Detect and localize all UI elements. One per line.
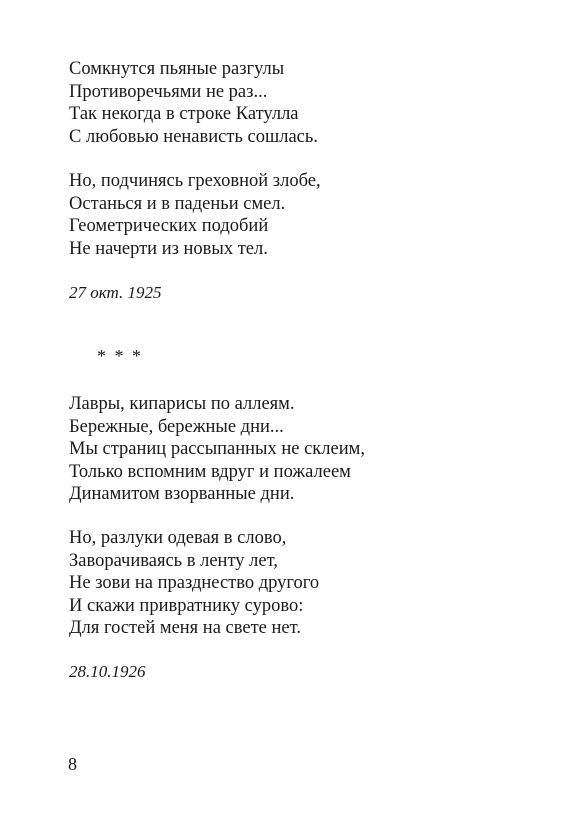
verse-line: Сомкнутся пьяные разгулы [69, 59, 285, 79]
poem1-stanza1 [69, 58, 318, 148]
section-separator: * * * [97, 346, 143, 366]
verse-line: Бережные, бережные дни... [69, 416, 284, 437]
verse-line: Геометрических подобий [69, 216, 269, 236]
poem1-stanza2 [69, 170, 321, 260]
verse-line: Не зови на празднество другого [69, 573, 320, 593]
verse-line: Заворачиваясь в ленту лет, [69, 550, 278, 571]
page-number: 8 [68, 754, 77, 774]
verse-line: И скажи привратнику сурово: [69, 595, 304, 616]
poem2-stanza1 [69, 393, 365, 506]
verse-line: Но, подчинясь греховной злобе, [69, 171, 321, 191]
poem2-stanza2 [69, 527, 319, 640]
verse-line: С любовью ненависть сошлась. [69, 126, 318, 147]
verse-line: Останься и в паденьи смел. [69, 193, 286, 214]
verse-line: Лавры, кипарисы по аллеям. [69, 394, 295, 414]
verse-line: Динамитом взорванные дни. [69, 484, 295, 504]
verse-line: Противоречьями не раз... [69, 81, 268, 102]
verse-line: Не начерти из новых тел. [69, 238, 268, 259]
poem1-date: 27 окт. 1925 [69, 283, 162, 302]
verse-line: Так некогда в строке Катулла [69, 104, 299, 124]
verse-line: Мы страниц рассыпанных не склеим, [69, 439, 365, 459]
poem2-date: 28.10.1926 [69, 662, 146, 681]
verse-line: Для гостей меня на свете нет. [69, 618, 301, 638]
verse-line: Но, разлуки одевая в слово, [69, 528, 287, 548]
verse-line: Только вспомним вдруг и пожалеем [69, 461, 351, 482]
